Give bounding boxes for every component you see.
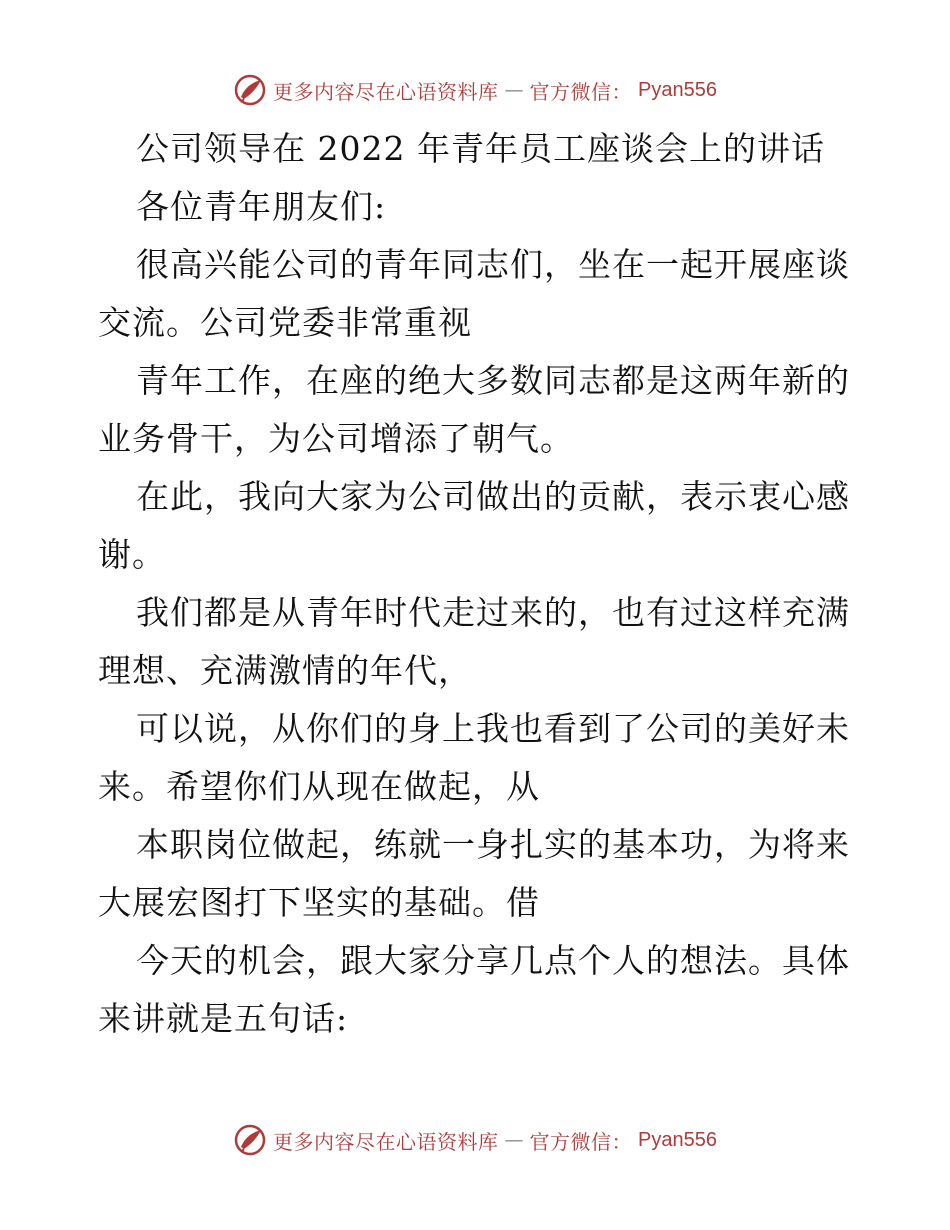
paragraph: 可以说，从你们的身上我也看到了公司的美好未来。希望你们从现在做起，从 (98, 709, 850, 806)
footer-watermark (0, 1120, 950, 1160)
paragraph: 在此，我向大家为公司做出的贡献，表示衷心感谢。 (98, 477, 850, 574)
paragraph: 我们都是从青年时代走过来的，也有过这样充满理想、充满激情的年代， (98, 593, 850, 690)
pen-nib-logo-icon (233, 73, 267, 107)
watermark-wechat-label: 官方微信： (529, 79, 633, 104)
paragraph: 很高兴能公司的青年同志们，坐在一起开展座谈交流。公司党委非常重视 (98, 245, 850, 342)
document-body (98, 120, 858, 1048)
document-title: 公司领导在 2022 年青年员工座谈会上的讲话 (136, 129, 825, 168)
paragraph: 今天的机会，跟大家分享几点个人的想法。具体来讲就是五句话: (98, 941, 850, 1038)
pen-nib-logo-icon (233, 1123, 267, 1157)
watermark-wechat-label: 官方微信： (529, 1129, 633, 1154)
paragraph: 本职岗位做起，练就一身扎实的基本功，为将来大展宏图打下坚实的基础。借 (98, 825, 850, 922)
header-watermark (0, 70, 950, 110)
watermark-wechat-id: Pyan556 (638, 1128, 717, 1151)
watermark-wechat-id: Pyan556 (638, 78, 717, 101)
document-greeting: 各位青年朋友们: (136, 187, 387, 226)
watermark-main-text: 更多内容尽在心语资料库 (273, 1129, 499, 1154)
paragraph: 青年工作，在座的绝大多数同志都是这两年新的业务骨干，为公司增添了朝气。 (98, 361, 850, 458)
watermark-separator: — (504, 1129, 524, 1151)
watermark-separator: — (504, 79, 524, 101)
watermark-main-text: 更多内容尽在心语资料库 (273, 79, 499, 104)
